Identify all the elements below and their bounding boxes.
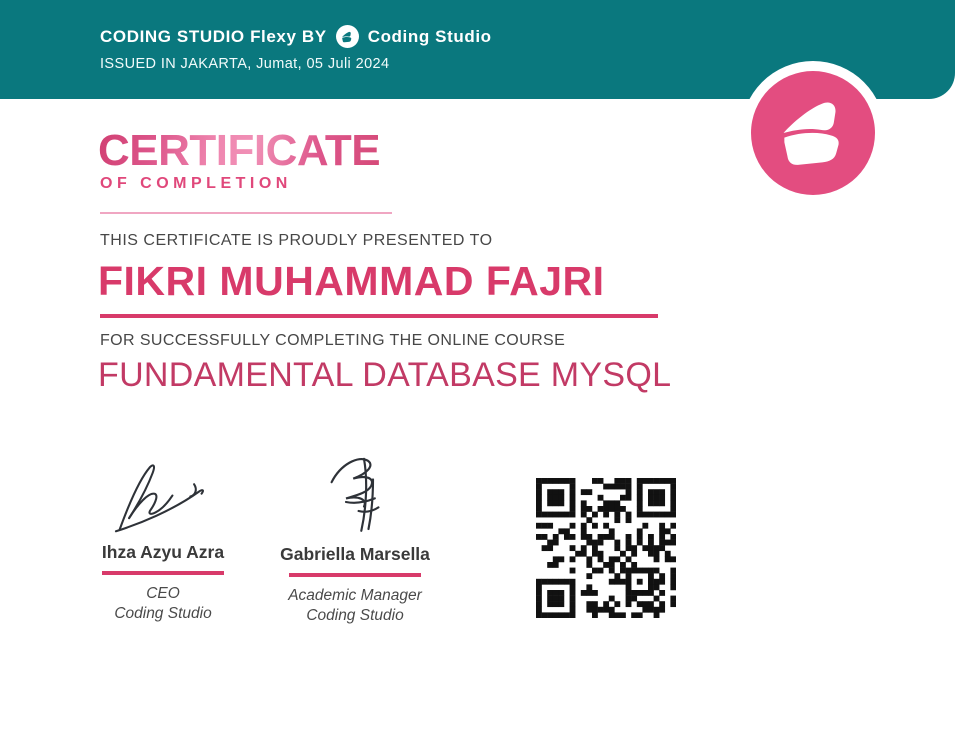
certificate-subheading: OF COMPLETION: [100, 175, 292, 192]
subheading-divider: [100, 212, 392, 214]
signatory-organization: Coding Studio: [306, 607, 404, 625]
signatory-divider: [102, 571, 224, 575]
flexy-logo-icon: [765, 85, 861, 181]
presented-to-text: THIS CERTIFICATE IS PROUDLY PRESENTED TO: [100, 232, 493, 249]
coding-studio-logo-icon: [336, 25, 359, 48]
issued-line: ISSUED IN JAKARTA, Jumat, 05 Juli 2024: [100, 56, 390, 72]
signatory-role: CEO: [146, 584, 180, 602]
completion-reason-text: FOR SUCCESSFULLY COMPLETING THE ONLINE COURSE: [100, 332, 566, 349]
recipient-name: FIKRI MUHAMMAD FAJRI: [98, 258, 605, 304]
signatory-block-academic-manager: [275, 448, 435, 627]
badge-ring: [741, 61, 885, 205]
signatory-name: Ihza Azyu Azra: [101, 542, 225, 562]
signatory-divider: [289, 573, 421, 577]
qr-code: [536, 478, 676, 618]
course-title: FUNDAMENTAL DATABASE MYSQL: [98, 356, 672, 394]
signatory-role: Academic Manager: [288, 586, 422, 604]
signature-ihza-icon: [104, 456, 222, 536]
certificate-heading: CERTIFICATE: [98, 126, 381, 175]
recipient-underline: [100, 314, 658, 318]
coding-studio-flexy-badge: [751, 71, 875, 195]
signatory-organization: Coding Studio: [114, 605, 212, 623]
signatory-name: Gabriella Marsella: [280, 544, 430, 564]
header-brand-line: [100, 25, 492, 48]
signatory-block-ceo: [83, 456, 243, 625]
signature-gabriella-icon: [319, 448, 391, 538]
brand-name-text: Coding Studio: [367, 26, 492, 46]
brand-prefix-text: CODING STUDIO Flexy BY: [100, 26, 327, 46]
